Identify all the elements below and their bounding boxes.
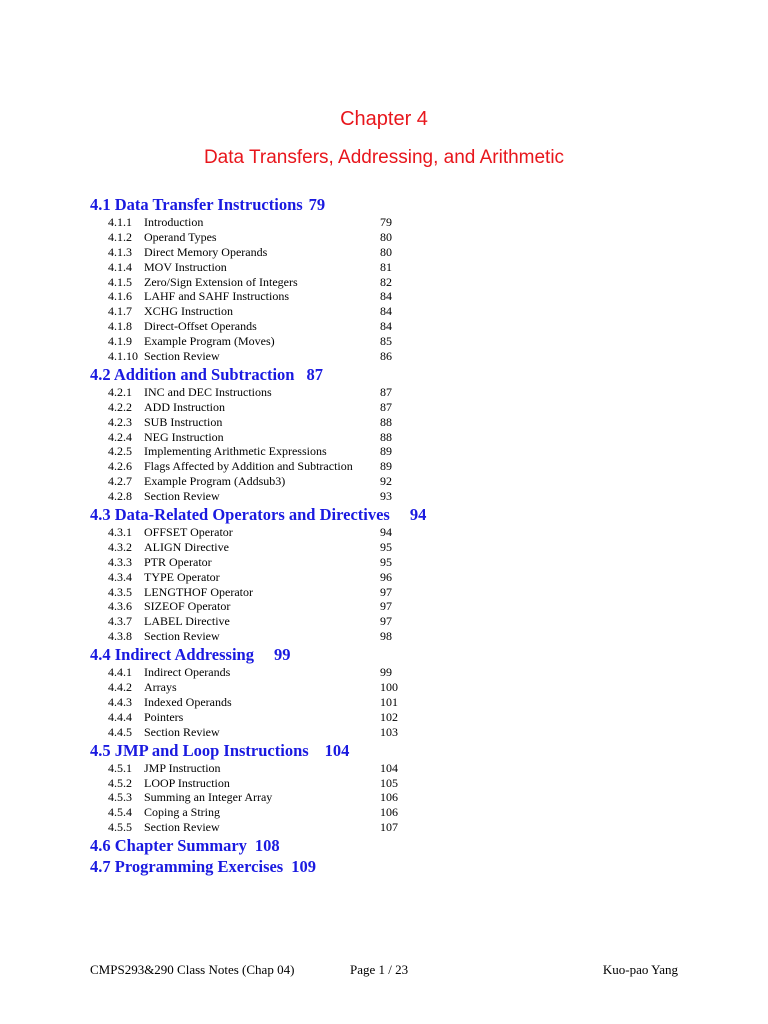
toc-entry[interactable] xyxy=(90,695,730,710)
entry-page: 101 xyxy=(380,694,398,709)
entry-number: 4.2.8 xyxy=(108,489,132,504)
section-heading[interactable] xyxy=(90,644,730,665)
entry-number: 4.1.3 xyxy=(108,244,132,259)
toc-entry[interactable] xyxy=(90,725,730,740)
toc-entry[interactable] xyxy=(90,415,730,430)
toc-entry[interactable] xyxy=(90,585,730,600)
entry-label: Section Review xyxy=(144,629,220,644)
toc-entry[interactable] xyxy=(90,245,730,260)
entry-label: XCHG Instruction xyxy=(144,304,233,319)
entry-number: 4.5.1 xyxy=(108,760,132,775)
entry-page: 82 xyxy=(380,274,392,289)
entry-number: 4.2.4 xyxy=(108,429,132,444)
entry-number: 4.2.5 xyxy=(108,444,132,459)
entry-number: 4.1.5 xyxy=(108,274,132,289)
entry-number: 4.1.9 xyxy=(108,334,132,349)
section-page: 79 xyxy=(308,195,326,214)
entry-page: 107 xyxy=(380,820,398,835)
toc-entry[interactable] xyxy=(90,474,730,489)
entry-number: 4.1.7 xyxy=(108,304,132,319)
toc-entry[interactable] xyxy=(90,385,730,400)
toc-entry[interactable] xyxy=(90,304,730,319)
entry-number: 4.4.2 xyxy=(108,680,132,695)
entry-label: Flags Affected by Addition and Subtraction xyxy=(144,459,353,474)
toc-entry[interactable] xyxy=(90,349,730,364)
entry-number: 4.2.7 xyxy=(108,474,132,489)
entry-label: NEG Instruction xyxy=(144,429,224,444)
section-title: 4.4 Indirect Addressing xyxy=(90,645,254,665)
entry-label: INC and DEC Instructions xyxy=(144,384,272,399)
entry-page: 86 xyxy=(380,349,392,364)
entry-number: 4.3.6 xyxy=(108,599,132,614)
footer-page-number: Page 1 / 23 xyxy=(350,962,409,977)
entry-label: Section Review xyxy=(144,724,220,739)
entry-label: Direct Memory Operands xyxy=(144,244,268,259)
entry-page: 106 xyxy=(380,805,398,820)
entry-page: 96 xyxy=(380,569,392,584)
section-page: 99 xyxy=(273,645,291,665)
entry-label: Indirect Operands xyxy=(144,665,231,680)
entry-label: Section Review xyxy=(144,820,220,835)
toc-entry[interactable] xyxy=(90,400,730,415)
section-title: 4.5 JMP and Loop Instructions xyxy=(90,740,309,760)
entry-label: Section Review xyxy=(144,349,220,364)
entry-page: 100 xyxy=(380,680,398,695)
section-heading[interactable] xyxy=(90,504,730,525)
entry-label: PTR Operator xyxy=(144,554,212,569)
entry-page: 88 xyxy=(380,429,392,444)
entry-label: SIZEOF Operator xyxy=(144,599,231,614)
entry-page: 94 xyxy=(380,525,392,540)
footer-author: Kuo-pao Yang xyxy=(602,962,678,977)
entry-label: LAHF and SAHF Instructions xyxy=(144,289,290,304)
entry-page: 97 xyxy=(380,584,392,599)
section-page: 87 xyxy=(306,364,323,384)
entry-number: 4.3.2 xyxy=(108,539,132,554)
toc-entry[interactable] xyxy=(90,430,730,445)
entry-number: 4.2.3 xyxy=(108,414,132,429)
entry-number: 4.4.1 xyxy=(108,665,132,680)
toc-entry[interactable] xyxy=(90,570,730,585)
footer-course: CMPS293&290 Class Notes (Chap 04) xyxy=(90,962,295,977)
section-heading[interactable] xyxy=(90,194,730,215)
entry-label: ADD Instruction xyxy=(144,399,225,414)
entry-label: Coping a String xyxy=(144,805,221,820)
entry-page: 84 xyxy=(380,289,392,304)
entry-label: LOOP Instruction xyxy=(144,775,230,790)
table-of-contents xyxy=(90,194,730,877)
entry-label: Arrays xyxy=(144,680,177,695)
section-heading[interactable] xyxy=(90,856,730,877)
entry-page: 84 xyxy=(380,319,392,334)
entry-number: 4.1.6 xyxy=(108,289,132,304)
section-title: 4.2 Addition and Subtraction xyxy=(90,364,295,384)
entry-number: 4.2.2 xyxy=(108,399,132,414)
toc-entry[interactable] xyxy=(90,710,730,725)
section-page: 108 xyxy=(254,836,280,856)
toc-entry[interactable] xyxy=(90,820,730,835)
entry-number: 4.1.10 xyxy=(108,349,138,364)
entry-page: 81 xyxy=(380,259,392,274)
section-title: 4.7 Programming Exercises xyxy=(90,857,284,877)
entry-page: 89 xyxy=(380,444,392,459)
entry-number: 4.3.1 xyxy=(108,525,132,540)
toc-entry[interactable] xyxy=(90,790,730,805)
entry-number: 4.2.1 xyxy=(108,384,132,399)
entry-label: Summing an Integer Array xyxy=(144,790,273,805)
entry-number: 4.3.3 xyxy=(108,554,132,569)
entry-label: SUB Instruction xyxy=(144,414,223,429)
entry-page: 89 xyxy=(380,459,392,474)
toc-entry[interactable] xyxy=(90,680,730,695)
entry-label: Operand Types xyxy=(144,229,217,244)
toc-entry[interactable] xyxy=(90,260,730,275)
entry-page: 102 xyxy=(380,709,398,724)
entry-label: LABEL Directive xyxy=(144,614,230,629)
toc-entry[interactable] xyxy=(90,540,730,555)
entry-page: 104 xyxy=(380,760,398,775)
section-title: 4.3 Data-Related Operators and Directives xyxy=(90,505,390,525)
entry-number: 4.1.2 xyxy=(108,229,132,244)
entry-number: 4.1.4 xyxy=(108,259,132,274)
entry-page: 87 xyxy=(380,384,392,399)
section-title: 4.6 Chapter Summary xyxy=(90,836,247,856)
entry-page: 99 xyxy=(380,665,392,680)
entry-number: 4.1.8 xyxy=(108,319,132,334)
toc-entry[interactable] xyxy=(90,489,730,504)
entry-label: Introduction xyxy=(144,215,204,229)
entry-page: 103 xyxy=(380,724,398,739)
entry-label: Zero/Sign Extension of Integers xyxy=(144,274,298,289)
section-heading[interactable] xyxy=(90,740,730,761)
section-page: 104 xyxy=(324,740,350,760)
entry-page: 87 xyxy=(380,399,392,414)
section-heading[interactable] xyxy=(90,835,730,856)
entry-page: 80 xyxy=(380,229,392,244)
entry-page: 95 xyxy=(380,554,392,569)
entry-page: 93 xyxy=(380,489,392,504)
entry-label: JMP Instruction xyxy=(144,760,221,775)
entry-label: MOV Instruction xyxy=(144,259,227,274)
entry-page: 79 xyxy=(380,215,392,229)
entry-number: 4.5.2 xyxy=(108,775,132,790)
entry-number: 4.1.1 xyxy=(108,215,132,229)
page-footer xyxy=(0,961,768,979)
toc-entry[interactable] xyxy=(90,215,730,230)
entry-number: 4.5.4 xyxy=(108,805,132,820)
chapter-subtitle: Data Transfers, Addressing, and Arithmetic xyxy=(203,147,565,168)
entry-label: TYPE Operator xyxy=(144,569,220,584)
entry-label: LENGTHOF Operator xyxy=(144,584,253,599)
entry-number: 4.4.3 xyxy=(108,694,132,709)
entry-page: 98 xyxy=(380,629,392,644)
entry-number: 4.3.4 xyxy=(108,569,132,584)
entry-number: 4.5.5 xyxy=(108,820,132,835)
entry-page: 92 xyxy=(380,474,392,489)
toc-entry[interactable] xyxy=(90,805,730,820)
section-page: 94 xyxy=(409,505,427,525)
toc-entry[interactable] xyxy=(90,776,730,791)
entry-page: 97 xyxy=(380,599,392,614)
chapter-title: Chapter 4 xyxy=(340,108,428,130)
entry-label: Example Program (Moves) xyxy=(144,334,275,349)
section-title: 4.1 Data Transfer Instructions xyxy=(90,195,303,214)
entry-page: 85 xyxy=(380,334,392,349)
entry-page: 84 xyxy=(380,304,392,319)
entry-label: OFFSET Operator xyxy=(144,525,233,540)
entry-number: 4.4.5 xyxy=(108,724,132,739)
entry-page: 97 xyxy=(380,614,392,629)
entry-page: 106 xyxy=(380,790,398,805)
toc-entry[interactable] xyxy=(90,334,730,349)
entry-page: 105 xyxy=(380,775,398,790)
toc-entry[interactable] xyxy=(90,761,730,776)
entry-label: ALIGN Directive xyxy=(144,539,229,554)
toc-entry[interactable] xyxy=(90,459,730,474)
section-heading[interactable] xyxy=(90,364,730,385)
toc-entry[interactable] xyxy=(90,319,730,334)
toc-entry[interactable] xyxy=(90,665,730,680)
entry-label: Example Program (Addsub3) xyxy=(144,474,286,489)
toc-entry[interactable] xyxy=(90,525,730,540)
entry-number: 4.5.3 xyxy=(108,790,132,805)
toc-entry[interactable] xyxy=(90,555,730,570)
entry-label: Indexed Operands xyxy=(144,694,232,709)
entry-page: 88 xyxy=(380,414,392,429)
section-page: 109 xyxy=(291,857,316,877)
entry-label: Pointers xyxy=(144,709,184,724)
toc-entry[interactable] xyxy=(90,275,730,290)
toc-entry[interactable] xyxy=(90,289,730,304)
entry-number: 4.3.7 xyxy=(108,614,132,629)
toc-entry[interactable] xyxy=(90,614,730,629)
entry-number: 4.4.4 xyxy=(108,709,132,724)
entry-page: 80 xyxy=(380,244,392,259)
toc-entry[interactable] xyxy=(90,629,730,644)
entry-number: 4.3.8 xyxy=(108,629,132,644)
entry-label: Section Review xyxy=(144,489,220,504)
entry-number: 4.3.5 xyxy=(108,584,132,599)
entry-label: Direct-Offset Operands xyxy=(144,319,257,334)
toc-entry[interactable] xyxy=(90,444,730,459)
toc-entry[interactable] xyxy=(90,230,730,245)
toc-entry[interactable] xyxy=(90,599,730,614)
entry-page: 95 xyxy=(380,539,392,554)
entry-label: Implementing Arithmetic Expressions xyxy=(144,444,327,459)
entry-number: 4.2.6 xyxy=(108,459,132,474)
